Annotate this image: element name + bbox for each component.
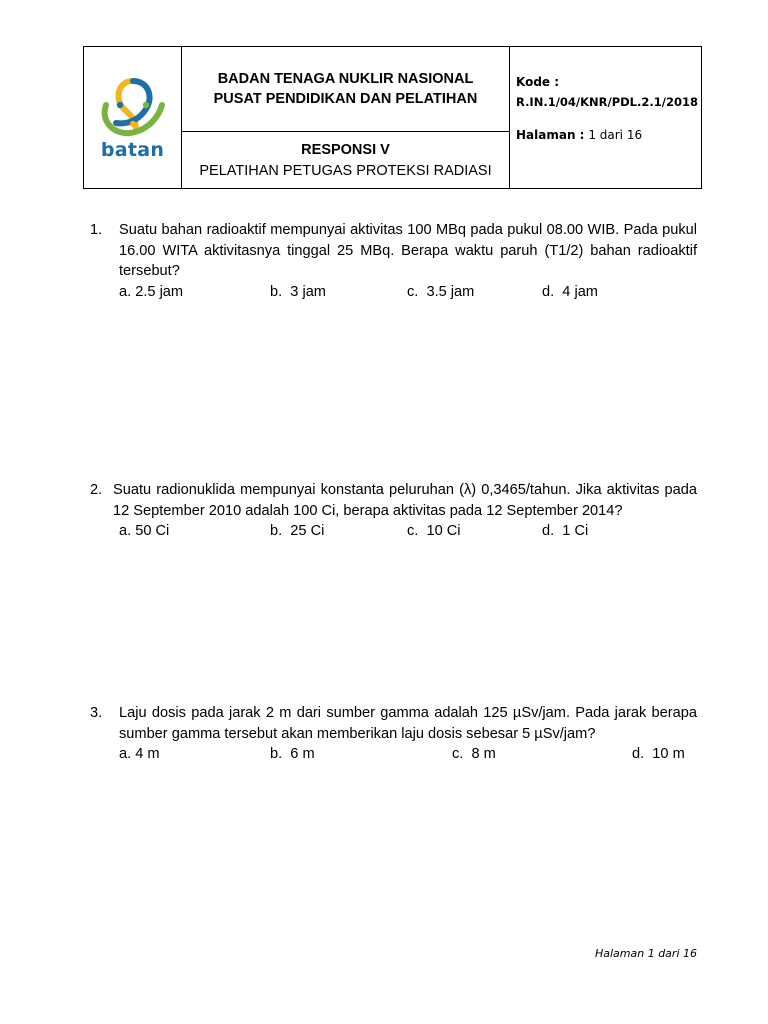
question-number: 2.: [90, 482, 103, 498]
question-number: 3.: [90, 705, 103, 721]
option-c: c. 3.5 jam: [407, 283, 475, 300]
option-c: c. 10 Ci: [407, 523, 461, 539]
option-a: a. 2.5 jam: [119, 283, 184, 300]
question-1: [90, 220, 697, 302]
option-d: d. 4 jam: [542, 283, 598, 300]
logo-text: batan: [100, 138, 165, 161]
option-b: b. 6 m: [270, 746, 315, 762]
page-label: Halaman :: [516, 128, 585, 142]
question-2: [90, 480, 697, 541]
option-c: c. 8 m: [452, 746, 496, 762]
code-cell: [510, 47, 702, 189]
document-title: RESPONSI V: [301, 141, 390, 158]
question-number: 1.: [90, 222, 103, 238]
question-3: [90, 703, 697, 764]
batan-logo-icon: [96, 75, 170, 141]
page-value: 1 dari 16: [588, 128, 643, 142]
page-footer: Halaman 1 dari 16: [594, 947, 697, 960]
option-b: b. 3 jam: [270, 283, 326, 300]
code-label: Kode :: [516, 75, 560, 89]
document-subtitle: PELATIHAN PETUGAS PROTEKSI RADIASI: [199, 162, 492, 179]
answer-options: [119, 282, 697, 302]
title-cell: [182, 132, 510, 189]
option-a: a. 4 m: [119, 746, 160, 762]
page-info: [516, 128, 701, 142]
logo-cell: [84, 47, 182, 189]
option-b: b. 25 Ci: [270, 523, 325, 539]
org-unit: PUSAT PENDIDIKAN DAN PELATIHAN: [213, 91, 478, 107]
document-header: [83, 46, 702, 189]
code-value: R.IN.1/04/KNR/PDL.2.1/2018: [516, 95, 698, 109]
question-text: Suatu bahan radioaktif mempunyai aktivitas 100 MBq pada pukul 08.00 WIB. Pada pukul 16.00 WITA aktivitasnya tinggal 25 MBq. Berapa waktu paruh (T1/2) bahan radioaktif tersebut?: [119, 222, 697, 279]
option-d: d. 10 m: [632, 746, 685, 762]
org-name: BADAN TENAGA NUKLIR NASIONAL: [217, 71, 474, 87]
question-text: [113, 480, 697, 521]
answer-options: [119, 521, 697, 541]
option-a: a. 50 Ci: [119, 523, 170, 539]
question-text-content: Suatu radionuklida mempunyai konstanta peluruhan (λ) 0,3465/tahun. Jika aktivitas pada 12 September 2010 adalah 100 Ci, berapa aktivitas pada 12 September 2014?: [113, 482, 697, 519]
batan-logo: [84, 48, 181, 188]
organization-cell: [182, 47, 510, 132]
answer-options: [119, 744, 697, 764]
question-text: Laju dosis pada jarak 2 m dari sumber gamma adalah 125 µSv/jam. Pada jarak berapa sumber gamma tersebut akan memberikan laju dosis sebesar 5 µSv/jam?: [119, 705, 697, 742]
option-d: d. 1 Ci: [542, 523, 589, 539]
